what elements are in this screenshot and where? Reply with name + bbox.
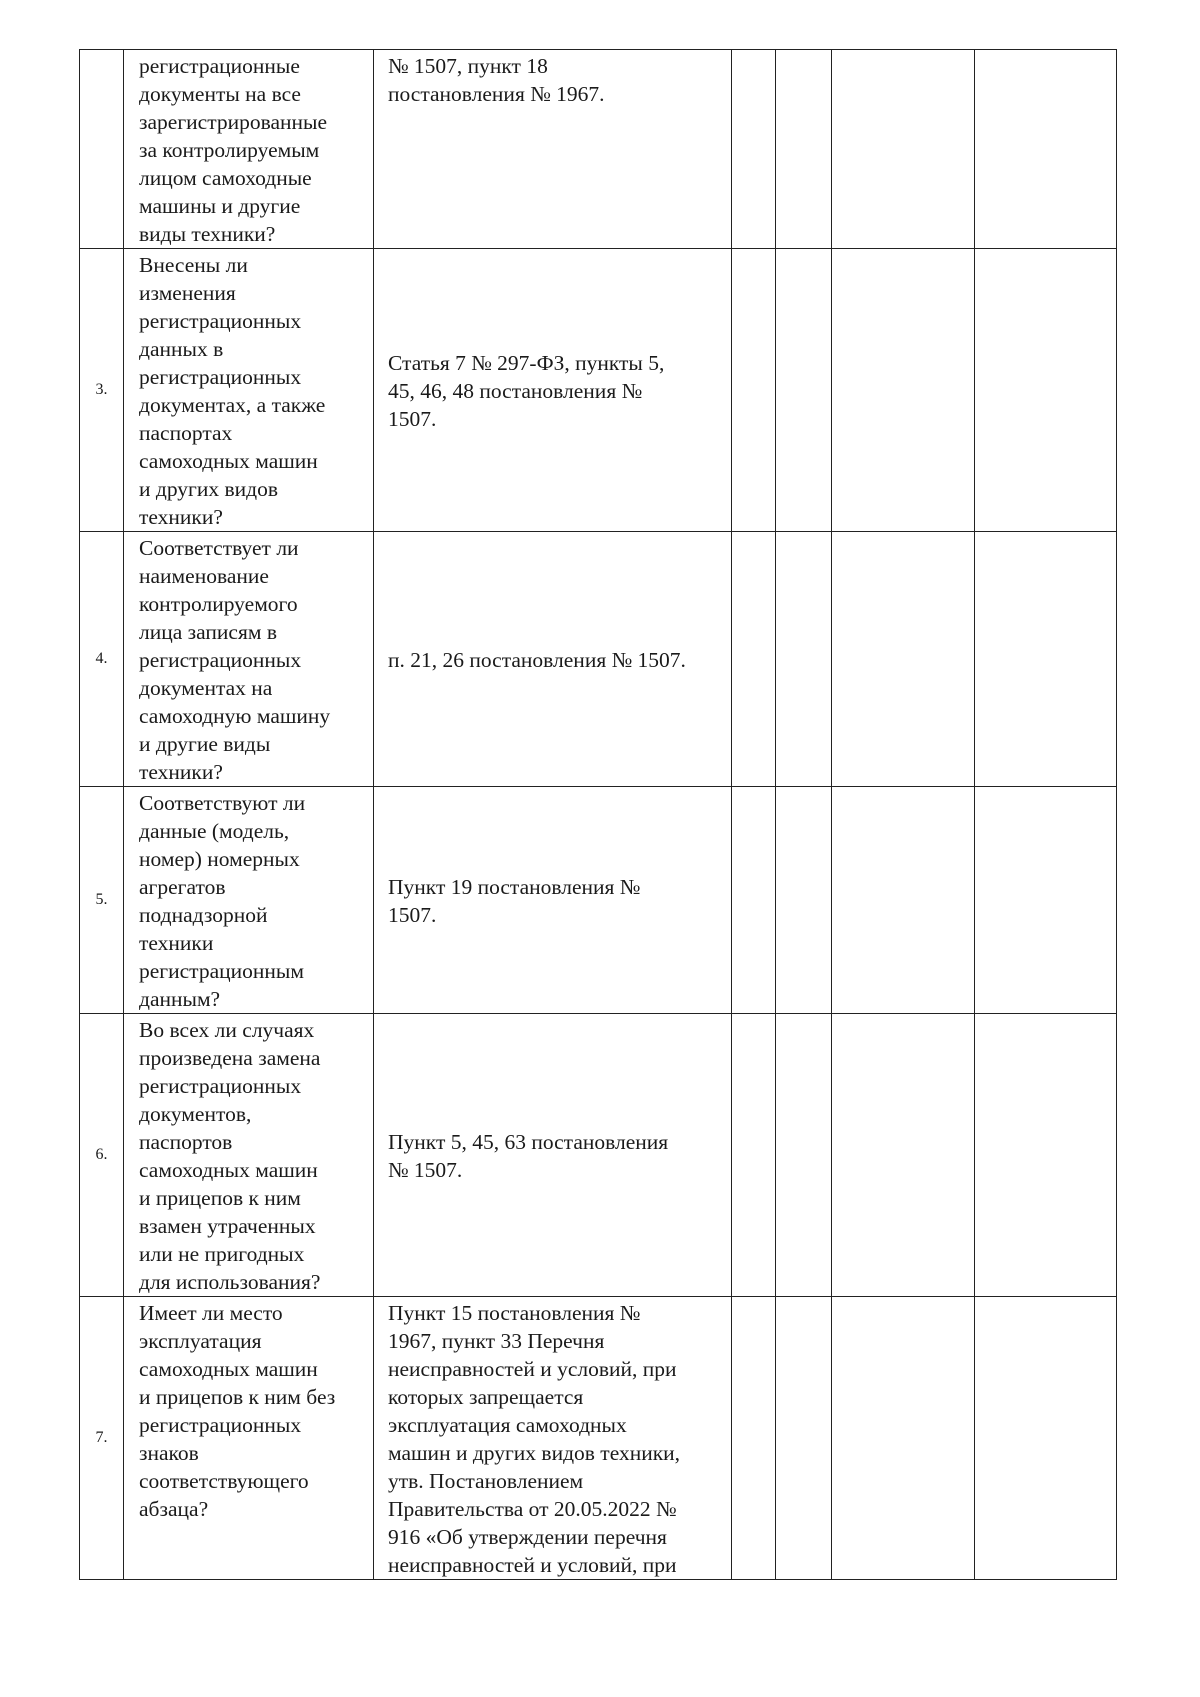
question-cell [124,1014,374,1297]
reference-text: Пункт 19 постановления № 1507. [388,875,641,927]
answer-no-cell[interactable] [776,50,832,249]
answer-no-cell[interactable] [776,249,832,532]
table-row [80,787,1117,1014]
question-text: Имеет ли место эксплуатация самоходных машин и прицепов к ним без регистрационных знаков соответствующего абзаца? [139,1301,336,1521]
reference-cell [374,50,732,249]
table-row [80,532,1117,787]
reference-text: № 1507, пункт 18 постановления № 1967. [388,54,605,106]
table-row [80,249,1117,532]
checklist-table [79,49,1117,1580]
question-text: Внесены ли изменения регистрационных данных в регистрационных документах, а также паспортах самоходных машин и других видов техники? [139,253,326,529]
row-number: 7. [80,1297,124,1580]
not-applicable-cell[interactable] [832,249,975,532]
note-cell[interactable] [975,1297,1117,1580]
not-applicable-cell[interactable] [832,50,975,249]
row-number: 4. [80,532,124,787]
not-applicable-cell[interactable] [832,1297,975,1580]
answer-no-cell[interactable] [776,1297,832,1580]
reference-text: Пункт 5, 45, 63 постановления № 1507. [388,1130,669,1182]
question-cell [124,249,374,532]
reference-text: Статья 7 № 297-ФЗ, пункты 5, 45, 46, 48 постановления № 1507. [388,351,665,431]
question-cell [124,50,374,249]
row-number [80,50,124,249]
question-text: регистрационные документы на все зарегистрированные за контролируемым лицом самоходные машины и другие виды техники? [139,54,328,246]
table-row [80,50,1117,249]
not-applicable-cell[interactable] [832,532,975,787]
table-row [80,1297,1117,1580]
answer-no-cell[interactable] [776,787,832,1014]
answer-yes-cell[interactable] [732,1014,776,1297]
answer-yes-cell[interactable] [732,249,776,532]
table-row [80,1014,1117,1297]
reference-text: п. 21, 26 постановления № 1507. [388,648,686,672]
question-cell [124,532,374,787]
question-text: Соответствует ли наименование контролируемого лица записям в регистрационных документах на самоходную машину и другие виды техники? [139,536,331,784]
reference-cell [374,1014,732,1297]
not-applicable-cell[interactable] [832,787,975,1014]
note-cell[interactable] [975,1014,1117,1297]
question-text: Соответствуют ли данные (модель, номер) номерных агрегатов поднадзорной техники регистрационным данным? [139,791,306,1011]
answer-yes-cell[interactable] [732,1297,776,1580]
question-text: Во всех ли случаях произведена замена регистрационных документов, паспортов самоходных машин и прицепов к ним взамен утраченных или не пригодных для использования? [139,1018,321,1294]
row-number: 6. [80,1014,124,1297]
reference-cell [374,249,732,532]
not-applicable-cell[interactable] [832,1014,975,1297]
reference-text: Пункт 15 постановления № 1967, пункт 33 Перечня неисправностей и условий, при которых запрещается эксплуатация самоходных машин и других видов техники, утв. Постановлением Правительства от 20.05.2022 № 916 «Об утверждении перечня неисправностей и условий, при [388,1301,681,1577]
row-number: 5. [80,787,124,1014]
answer-yes-cell[interactable] [732,532,776,787]
note-cell[interactable] [975,249,1117,532]
question-cell [124,1297,374,1580]
note-cell[interactable] [975,787,1117,1014]
answer-yes-cell[interactable] [732,50,776,249]
reference-cell [374,1297,732,1580]
note-cell[interactable] [975,50,1117,249]
note-cell[interactable] [975,532,1117,787]
row-number: 3. [80,249,124,532]
reference-cell [374,532,732,787]
answer-yes-cell[interactable] [732,787,776,1014]
reference-cell [374,787,732,1014]
question-cell [124,787,374,1014]
answer-no-cell[interactable] [776,1014,832,1297]
answer-no-cell[interactable] [776,532,832,787]
